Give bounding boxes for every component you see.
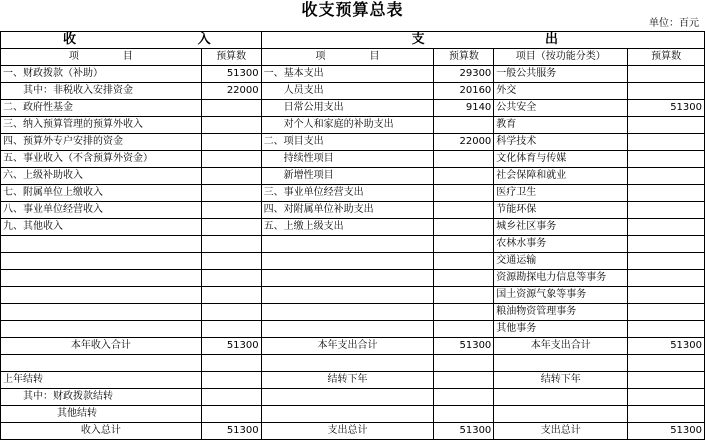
income-header: [1, 32, 262, 49]
next-carry-label-mid: 结转下年: [261, 372, 434, 389]
empty-cell: [261, 355, 434, 372]
table-row: [1, 202, 705, 219]
income-value: [201, 270, 261, 287]
expense-item: 三、事业单位经营支出: [261, 185, 434, 202]
income-header-char-1: 收: [63, 32, 77, 47]
expense-item: [261, 321, 434, 338]
expense-total-value: 51300: [434, 338, 494, 355]
income-header-char-2: 入: [197, 32, 211, 47]
func-value: [628, 151, 705, 168]
table-row: [1, 134, 705, 151]
grand-func-label: 支出总计: [494, 423, 628, 440]
carry-row: [1, 389, 705, 406]
income-value: [201, 185, 261, 202]
income-value: [201, 304, 261, 321]
func-item: 城乡社区事务: [494, 219, 628, 236]
table-row: [1, 100, 705, 117]
expense-value: [434, 219, 494, 236]
func-value: [628, 304, 705, 321]
income-value: [201, 219, 261, 236]
income-item: 其中：非税收入安排资金: [1, 83, 202, 100]
expense-item: [261, 287, 434, 304]
budget-table: [0, 31, 705, 440]
func-item: 文化体育与传媒: [494, 151, 628, 168]
func-item: 农林水事务: [494, 236, 628, 253]
func-value: [628, 185, 705, 202]
func-value: [628, 66, 705, 83]
table-row: [1, 253, 705, 270]
income-item: [1, 270, 202, 287]
prev-carry-label: 上年结转: [1, 372, 202, 389]
col-header-item-expense: [261, 49, 434, 66]
expense-item: 五、上缴上级支出: [261, 219, 434, 236]
income-total-value: 51300: [201, 338, 261, 355]
income-value: [201, 253, 261, 270]
empty-cell: [201, 355, 261, 372]
income-value: [201, 151, 261, 168]
table-row: [1, 304, 705, 321]
empty-cell: [261, 389, 434, 406]
func-value: [628, 117, 705, 134]
income-item: 八、事业单位经营收入: [1, 202, 202, 219]
func-item: 科学技术: [494, 134, 628, 151]
expense-item: [261, 236, 434, 253]
unit-label: 单位：百元: [649, 18, 699, 29]
func-item: 外交: [494, 83, 628, 100]
expense-header-char-1: 支: [411, 32, 425, 47]
func-total-value: 51300: [628, 338, 705, 355]
expense-value: [434, 185, 494, 202]
income-value: 22000: [201, 83, 261, 100]
header-row-2: [1, 49, 705, 66]
func-item: 交通运输: [494, 253, 628, 270]
expense-value: [434, 151, 494, 168]
func-value: [628, 253, 705, 270]
expense-value: [434, 304, 494, 321]
func-item: 教育: [494, 117, 628, 134]
expense-item: 持续性项目: [261, 151, 434, 168]
income-value: [201, 236, 261, 253]
expense-value: 9140: [434, 100, 494, 117]
income-item: [1, 236, 202, 253]
expense-value: [434, 287, 494, 304]
empty-cell: [494, 355, 628, 372]
col-header-item-func: 项目（按功能分类）: [494, 49, 628, 66]
income-value: [201, 202, 261, 219]
grand-expense-value: 51300: [434, 423, 494, 440]
expense-item: 四、对附属单位补助支出: [261, 202, 434, 219]
expense-item: 人员支出: [261, 83, 434, 100]
expense-item: [261, 270, 434, 287]
income-item: 六、上级补助收入: [1, 168, 202, 185]
empty-cell: [494, 406, 628, 423]
func-item: 公共安全: [494, 100, 628, 117]
header-row-1: [1, 32, 705, 49]
grand-total-row: [1, 423, 705, 440]
empty-cell: [201, 389, 261, 406]
income-item: [1, 253, 202, 270]
func-value: [628, 287, 705, 304]
func-item: 社会保障和就业: [494, 168, 628, 185]
func-item: 医疗卫生: [494, 185, 628, 202]
func-item: 节能环保: [494, 202, 628, 219]
carry-row: [1, 372, 705, 389]
expense-value: [434, 168, 494, 185]
func-item: 一般公共服务: [494, 66, 628, 83]
income-value: [201, 321, 261, 338]
expense-item: 二、项目支出: [261, 134, 434, 151]
empty-cell: [201, 372, 261, 389]
col-header-budget-func: 预算数: [628, 49, 705, 66]
expense-value: [434, 321, 494, 338]
table-row: [1, 117, 705, 134]
expense-item: 对个人和家庭的补助支出: [261, 117, 434, 134]
income-item: 四、预算外专户安排的资金: [1, 134, 202, 151]
table-row: [1, 236, 705, 253]
income-item: 七、附属单位上缴收入: [1, 185, 202, 202]
expense-header: [261, 32, 704, 49]
prev-carry-other: 其他结转: [1, 406, 202, 423]
page-title: 收支预算总表: [301, 0, 404, 19]
func-total-label: 本年支出合计: [494, 338, 628, 355]
income-total-label: 本年收入合计: [1, 338, 202, 355]
income-item: [1, 321, 202, 338]
func-value: [628, 270, 705, 287]
income-value: [201, 134, 261, 151]
func-value: [628, 83, 705, 100]
empty-cell: [1, 355, 202, 372]
table-row: [1, 83, 705, 100]
col-header-item-income: [1, 49, 202, 66]
grand-func-value: 51300: [628, 423, 705, 440]
expense-item: 一、基本支出: [261, 66, 434, 83]
col-header-budget-income: 预算数: [201, 49, 261, 66]
expense-header-char-2: 出: [544, 32, 558, 47]
col-header-budget-expense: 预算数: [434, 49, 494, 66]
income-item: [1, 304, 202, 321]
table-row: [1, 321, 705, 338]
empty-cell: [434, 355, 494, 372]
col-header-item-income-char-2: 目: [122, 51, 133, 62]
empty-cell: [434, 389, 494, 406]
col-header-item-income-char-1: 项: [68, 51, 79, 62]
table-row: [1, 151, 705, 168]
income-item: 二、政府性基金: [1, 100, 202, 117]
table-row: [1, 219, 705, 236]
empty-cell: [628, 355, 705, 372]
expense-item: 新增性项目: [261, 168, 434, 185]
income-item: 三、纳入预算管理的预算外收入: [1, 117, 202, 134]
func-value: 51300: [628, 100, 705, 117]
table-row: [1, 270, 705, 287]
expense-value: [434, 253, 494, 270]
func-value: [628, 219, 705, 236]
income-value: [201, 100, 261, 117]
expense-value: 22000: [434, 134, 494, 151]
empty-cell: [628, 406, 705, 423]
func-value: [628, 134, 705, 151]
expense-value: 29300: [434, 66, 494, 83]
grand-expense-label: 支出总计: [261, 423, 434, 440]
totals-row: [1, 338, 705, 355]
func-value: [628, 202, 705, 219]
col-header-item-expense-char-1: 项: [315, 51, 326, 62]
table-row: [1, 185, 705, 202]
table-row: [1, 168, 705, 185]
col-header-item-expense-char-2: 目: [369, 51, 380, 62]
grand-income-label: 收入总计: [1, 423, 202, 440]
func-value: [628, 321, 705, 338]
expense-item: [261, 304, 434, 321]
func-item: 国土资源气象等事务: [494, 287, 628, 304]
next-carry-label-right: 结转下年: [494, 372, 628, 389]
expense-value: [434, 117, 494, 134]
empty-cell: [628, 389, 705, 406]
empty-cell: [434, 406, 494, 423]
expense-value: 20160: [434, 83, 494, 100]
empty-cell: [201, 406, 261, 423]
income-value: [201, 168, 261, 185]
expense-total-label: 本年支出合计: [261, 338, 434, 355]
empty-cell: [434, 372, 494, 389]
income-value: [201, 287, 261, 304]
expense-item: [261, 253, 434, 270]
expense-value: [434, 236, 494, 253]
carry-row: [1, 406, 705, 423]
func-item: 粮油物资管理事务: [494, 304, 628, 321]
empty-cell: [628, 372, 705, 389]
expense-item: 日常公用支出: [261, 100, 434, 117]
income-item: [1, 287, 202, 304]
expense-value: [434, 270, 494, 287]
func-item: 资源勘探电力信息等事务: [494, 270, 628, 287]
income-value: [201, 117, 261, 134]
income-item: 九、其他收入: [1, 219, 202, 236]
grand-income-value: 51300: [201, 423, 261, 440]
income-item: 一、财政拨款（补助）: [1, 66, 202, 83]
func-value: [628, 168, 705, 185]
table-row: [1, 66, 705, 83]
expense-value: [434, 202, 494, 219]
empty-cell: [494, 389, 628, 406]
income-value: 51300: [201, 66, 261, 83]
prev-carry-fiscal: 其中：财政拨款结转: [1, 389, 202, 406]
income-item: 五、事业收入（不含预算外资金）: [1, 151, 202, 168]
table-row: [1, 355, 705, 372]
table-row: [1, 287, 705, 304]
empty-cell: [261, 406, 434, 423]
func-item: 其他事务: [494, 321, 628, 338]
func-value: [628, 236, 705, 253]
